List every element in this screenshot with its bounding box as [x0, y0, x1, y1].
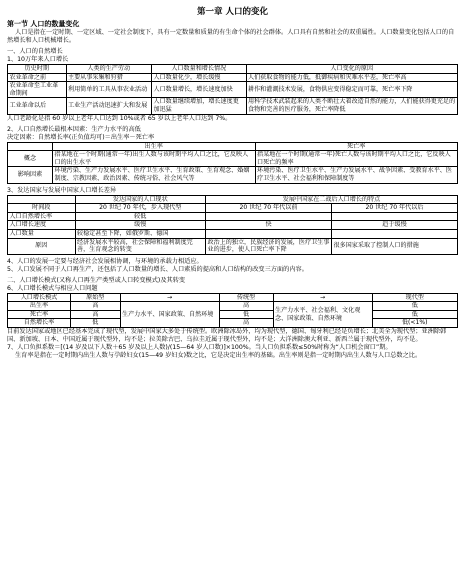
table-cell: 指某地在一个时期(通常一年)出生人数与该时期平均人口之比，它反映人口的出生水平: [53, 151, 256, 167]
table-header: 时间段: [8, 204, 76, 213]
table-header: [8, 142, 53, 151]
table-cell: 趋于缓慢: [332, 221, 458, 230]
table-header: 出生率: [53, 142, 256, 151]
heading-fundamental-factor: 2、人口自然增长最根本因素：生产力水平的高低: [7, 125, 141, 133]
table-header: 发展中国家在二战后人口增长的特点: [206, 195, 458, 204]
table-cell: 人口数量增长，增长速度加快: [152, 82, 247, 98]
table-header: 死亡率: [255, 142, 458, 151]
table-cell: 低: [372, 302, 458, 311]
table-row: [8, 82, 458, 98]
table-row: [8, 319, 458, 328]
table-cell: [332, 212, 458, 221]
table-cell: 自然增长率: [8, 319, 71, 328]
table-header: 20 世纪 70 年代以后: [332, 204, 458, 213]
table-cell: 高: [219, 302, 273, 311]
table-cell: 人们获取食物的能力低，抵御疾病和灾难水平差，死亡率高: [246, 73, 458, 82]
table-header: 历史时期: [8, 65, 67, 74]
table-cell: 缓慢: [75, 221, 206, 230]
table-cell: 快: [206, 221, 332, 230]
table-cell: 影响因素: [8, 167, 53, 183]
table-cell: [206, 229, 332, 238]
table-cell: 生产力水平、社会福利、文化观念、国家政策、自然环境: [273, 302, 372, 328]
table-cell: 用科学技术武装起来的人类不断壮大着改造自然的能力，人们能获得更充足的食物和完善的医疗服务，死亡率降低: [246, 98, 458, 114]
intro-paragraph: 人口是指在一定时期、一定区域、一定社会制度下，具有一定数量和质量的有生命个体的社会群体。人口具有自然和社会的双重属性。人口数量变化包括人口的自然增长和人口机械增长。: [7, 29, 455, 44]
table-cell: 人口数量: [8, 229, 76, 238]
table-cell: 人口数量继续增加，增长速度更加迅猛: [152, 98, 247, 114]
arrow-icon: →: [273, 293, 372, 302]
table-cell: 利用简单的工具从事农业活动: [66, 82, 152, 98]
table-cell: 低: [71, 319, 121, 328]
table-cell: 环境污染、医疗卫生水平、生产力发展水平、战争因素、受教育水平、医疗卫生水平、社会福利和保障制度等: [255, 167, 458, 183]
country-comparison-table: [7, 195, 458, 255]
table-cell: 人口数量化少，增长缓慢: [152, 73, 247, 82]
table-cell: 人口自然增长率: [8, 212, 76, 221]
table-cell: 低: [219, 310, 273, 319]
history-table: [7, 64, 458, 115]
table-cell: [332, 229, 458, 238]
table-cell: 工业生产活动迅速扩大和发展: [66, 98, 152, 114]
table-cell: 政治上的独立，民族经济的发展，医疗卫生事业的进步，使人口死亡率下降: [206, 238, 332, 254]
table-cell: 农业革命之前: [8, 73, 67, 82]
paragraph-fertility: 生育率是指在一定时期内出生人数与孕龄妇女(15—49 岁妇女)数之比，它是决定出生率的基础。出生率则是指一定时期内出生人数与人口总数之比。: [15, 352, 422, 360]
table-header: 人口变化的原因: [246, 65, 458, 74]
heading-country-differences: 3、发达国家与发展中国家人口增长差异: [7, 186, 117, 194]
table-header: 发达国家的人口现状: [75, 195, 206, 204]
table-row: [8, 229, 458, 238]
heading-growth-model-problems: 6、人口增长模式与相应人口问题: [7, 284, 98, 292]
table-cell: 人口增长速度: [8, 221, 76, 230]
table-cell: [206, 212, 332, 221]
paragraph-coordination: 4、人口的发展一定要与经济社会发展相协调，与环境的承载力相适应。: [7, 257, 203, 265]
table-cell: 出生率: [8, 302, 71, 311]
table-header: 人类的生产劳动: [66, 65, 152, 74]
chapter-title: 第一章 人口的变化: [197, 7, 268, 17]
table-header: 传统型: [219, 293, 273, 302]
table-cell: 耕作和灌溉技术发展，食物供应变得稳定而可靠，死亡率下降: [246, 82, 458, 98]
table-cell: 高: [219, 319, 273, 328]
table-row: [8, 151, 458, 167]
table-cell: 主要从事采集和狩猎: [66, 73, 152, 82]
table-cell: 较稳定甚至下降，如俄罗斯、德国: [75, 229, 206, 238]
table-cell: 高: [71, 302, 121, 311]
table-header: 20 世纪 70 年代，步入现代型: [75, 204, 206, 213]
table-row: [8, 238, 458, 254]
table-cell: 农业革命至工业革命期间: [8, 82, 67, 98]
table-row: [8, 221, 458, 230]
section-heading: 第一节 人口的数量变化: [7, 20, 80, 28]
heading-population-growth: 1、10万年来人口增长: [7, 56, 69, 63]
table-row: [8, 212, 458, 221]
table-cell: 经济发展水平较高，社会保障和福利制度完善，生育观念的转变: [75, 238, 206, 254]
growth-model-table: [7, 293, 458, 328]
table-cell: 死亡率: [8, 310, 71, 319]
aging-note: 人口老龄化是指 60 岁以上老年人口达到 10%或者 65 岁以上老年人口达到 7%。: [7, 114, 232, 122]
table-row: [8, 73, 458, 82]
paragraph-dependency-ratio: 7、人口负担系数＝[(14 岁及以下人数＋65 岁及以上人数)/(15—64 岁人口数)]×100%。当人口负担系数≤50%时称为“人口机会窗口”期。: [7, 344, 392, 352]
table-header: 20 世纪 70 年代以前: [206, 204, 332, 213]
table-header: 人口增长模式: [8, 293, 71, 302]
table-cell: 环境污染、生产力发展水平、医疗卫生水平、生育政策、生育观念、婚姻制度、宗教因素、政治因素、传统习俗、社会风气等: [53, 167, 256, 183]
table-header: [8, 195, 76, 204]
table-row: [8, 310, 458, 319]
heading-natural-growth: 一、人口的自然增长: [7, 48, 63, 55]
table-cell: 较低: [75, 212, 206, 221]
growth-rate-formula: 决定因素：自然增长率(正负值均可)＝出生率－死亡率: [7, 133, 155, 141]
arrow-icon: →: [120, 293, 219, 302]
table-row: [8, 98, 458, 114]
table-row: [8, 302, 458, 311]
table-cell: 低: [372, 310, 458, 319]
table-cell: 指某地在一个时期(通常一年)死亡人数与该时期平均人口之比，它反映人口死亡的频率: [255, 151, 458, 167]
table-header: 原始型: [71, 293, 121, 302]
table-cell: 原因: [8, 238, 76, 254]
table-cell: 很多国家采取了控制人口的措施: [332, 238, 458, 254]
table-cell: 高: [71, 310, 121, 319]
table-cell: 工业革命以后: [8, 98, 67, 114]
table-cell: 概念: [8, 151, 53, 167]
paragraph-development: 5、人口发展不同于人口再生产，还包括了人口数量的增长、人口素质的提高和人口结构的改变三方面的内容。: [7, 265, 308, 273]
table-cell: 低(<1%): [372, 319, 458, 328]
table-cell: 生产力水平、国家政策、自然环境: [120, 302, 219, 328]
table-row: [8, 167, 458, 183]
table-header: 人口数量和增长情况: [152, 65, 247, 74]
heading-growth-model: 二、人口增长模式(又称人口再生产类型或人口转变模式)及其转变: [7, 276, 186, 284]
table-header: 现代型: [372, 293, 458, 302]
paragraph-current-status: 目前发达国家或地区已经基本完成了现代型，发展中国家大多处于传统型。欧洲除冰岛外，均为现代型，德国、匈牙利已经是负增长；北美全为现代型；亚洲除韩国、新加坡、日本、中国近属于现代型外，均不是；拉美除古巴、乌拉圭近属于现代型外，均不是；大洋洲除澳大利亚、新西兰属于现代型外，均不是。: [7, 328, 447, 344]
birth-death-table: [7, 142, 458, 184]
